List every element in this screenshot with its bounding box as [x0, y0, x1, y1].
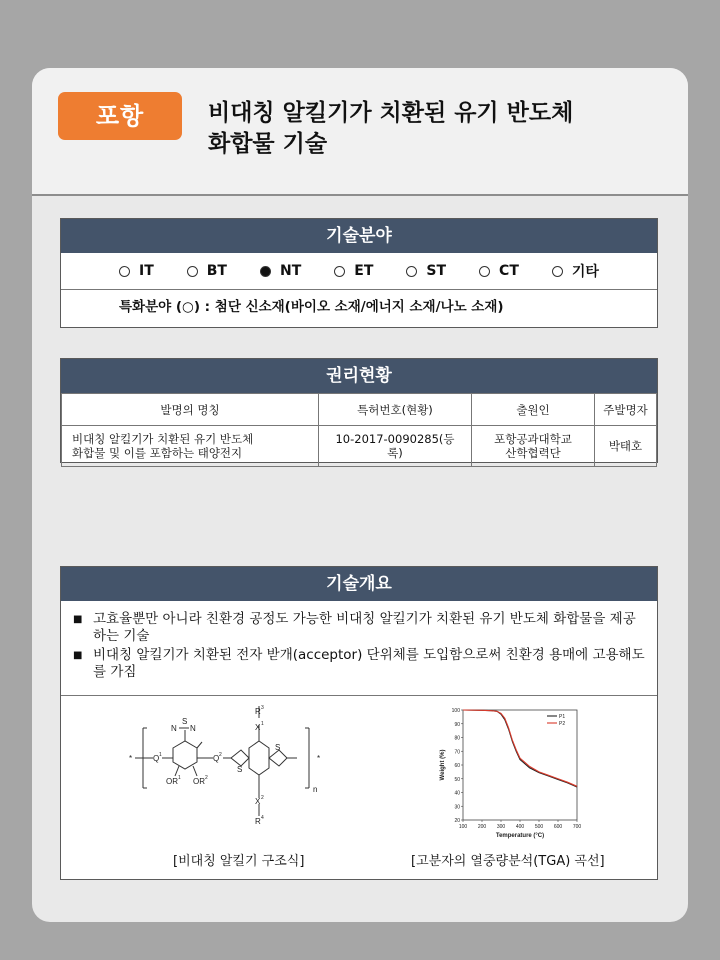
patent-number-line-1: 10-2017-0090285(등	[335, 432, 455, 446]
title-line-1: 비대칭 알킬기가 치환된 유기 반도체	[208, 100, 574, 126]
table-row	[62, 426, 657, 467]
tech-field-option[interactable]	[119, 263, 154, 279]
tech-field-option-label: IT	[139, 263, 154, 279]
y-tick-label: 90	[454, 721, 460, 728]
patent-number-cell	[319, 426, 472, 467]
bullet-marker: ■	[73, 650, 83, 661]
bullet-text: 고효율뿐만 아니라 친환경 공정도 가능한 비대칭 알킬기가 치환된 유기 반도체 화합물을 제공하는 기술	[93, 611, 636, 644]
applicant-cell	[472, 426, 595, 467]
overview-heading: 기술개요	[61, 567, 657, 601]
structure-label: n	[313, 785, 318, 794]
x-tick-label: 200	[477, 824, 487, 830]
structure-label: Q	[213, 754, 220, 763]
region-badge: 포항	[58, 92, 182, 140]
special-field: 특화분야 (○) : 첨단 신소재(바이오 소재/에너지 소재/나노 소재)	[119, 299, 504, 315]
structure-label: 3	[261, 705, 264, 711]
applicant-line-2: 산학협력단	[505, 446, 561, 460]
structure-label: *	[129, 754, 133, 763]
radio-icon[interactable]	[334, 266, 345, 277]
structure-label: *	[317, 754, 321, 763]
tech-field-option-label: 기타	[571, 264, 599, 280]
structure-label: 1	[261, 721, 264, 727]
y-tick-label: 100	[451, 708, 460, 714]
tech-field-heading: 기술분야	[61, 219, 657, 253]
tga-chart	[435, 700, 595, 850]
structure-diagram	[61, 700, 361, 850]
tech-field-option-label: ET	[354, 263, 374, 279]
radio-icon[interactable]	[406, 266, 417, 277]
structure-label: X	[255, 797, 261, 806]
overview-section	[60, 566, 658, 880]
structure-label: S	[237, 765, 243, 774]
tech-field-options	[61, 253, 657, 290]
y-tick-label: 40	[454, 790, 460, 797]
invention-name-line-2: 화합물 및 이를 포함하는 태양전지	[72, 446, 243, 460]
structure-label: 1	[178, 775, 181, 781]
y-tick-label: 20	[454, 818, 460, 824]
structure-caption: [비대칭 알킬기 구조식]	[173, 854, 305, 869]
y-axis-label: Weight (%)	[440, 749, 446, 781]
structure-label: S	[275, 743, 281, 752]
structure-label: Q	[153, 754, 160, 763]
tech-field-option-label: ST	[426, 263, 447, 279]
tech-field-option-label: CT	[499, 263, 519, 279]
tech-field-option[interactable]	[479, 263, 519, 279]
x-tick-label: 700	[572, 824, 582, 830]
x-tick-label: 400	[515, 824, 525, 830]
radio-icon[interactable]	[119, 266, 130, 277]
tech-field-option[interactable]	[552, 261, 599, 281]
structure-label: 2	[205, 775, 208, 781]
applicant-line-1: 포항공과대학교	[494, 432, 572, 446]
y-tick-label: 50	[454, 776, 460, 783]
tech-field-section	[60, 218, 658, 328]
col-invention-name: 발명의 명칭	[62, 394, 319, 426]
x-tick-label: 300	[496, 824, 506, 830]
tech-field-option-label: NT	[280, 263, 302, 279]
rights-heading: 권리현황	[61, 359, 657, 393]
structure-label: 2	[219, 752, 222, 758]
col-inventor: 주발명자	[595, 394, 657, 426]
structure-label: N	[190, 724, 196, 733]
tech-field-option[interactable]	[406, 263, 446, 279]
patent-number-line-2: 록)	[387, 446, 403, 460]
page-title	[208, 98, 648, 160]
structure-label: OR	[166, 777, 178, 786]
tech-field-option[interactable]	[187, 263, 227, 279]
tech-field-option[interactable]	[334, 263, 373, 279]
tga-caption: [고분자의 열중량분석(TGA) 곡선]	[411, 854, 605, 869]
tech-field-option[interactable]	[260, 263, 301, 279]
col-applicant: 출원인	[472, 394, 595, 426]
invention-name-cell	[62, 426, 319, 467]
structure-label: R	[255, 817, 261, 826]
bullet-marker: ■	[73, 614, 83, 625]
y-tick-label: 60	[454, 763, 460, 769]
title-line-2: 화합물 기술	[208, 131, 328, 157]
list-item	[69, 611, 645, 645]
structure-label: R	[255, 707, 261, 716]
x-axis-label: Temperature (°C)	[495, 833, 545, 839]
structure-label: 2	[261, 795, 264, 801]
y-tick-label: 30	[454, 804, 460, 811]
rights-table	[61, 393, 657, 467]
info-card	[32, 68, 688, 922]
legend-label: P2	[559, 721, 566, 727]
overview-bullets	[61, 601, 657, 696]
list-item	[69, 647, 645, 681]
inventor-cell: 박태호	[595, 426, 657, 467]
figures	[61, 696, 657, 879]
structure-label: N	[171, 724, 177, 733]
col-patent-number: 특허번호(현황)	[319, 394, 472, 426]
structure-label: OR	[193, 777, 205, 786]
radio-icon[interactable]	[552, 266, 563, 277]
invention-name-line-1: 비대칭 알킬기가 치환된 유기 반도체	[72, 432, 254, 446]
structure-label: 1	[159, 752, 162, 758]
radio-icon[interactable]	[479, 266, 490, 277]
structure-label: 4	[261, 815, 264, 821]
radio-icon[interactable]	[187, 266, 198, 277]
bullet-text: 비대칭 알킬기가 치환된 전자 받개(acceptor) 단위체를 도입함으로써 친환경 용매에 고용해도를 가짐	[93, 647, 645, 680]
x-tick-label: 500	[534, 824, 544, 830]
legend-label: P1	[559, 714, 566, 720]
x-tick-label: 600	[553, 824, 563, 830]
y-tick-label: 80	[454, 735, 460, 742]
header	[32, 68, 688, 196]
y-tick-label: 70	[454, 749, 460, 756]
structure-label: S	[182, 717, 188, 726]
x-tick-label: 100	[458, 824, 468, 830]
radio-icon[interactable]	[260, 266, 271, 277]
tech-field-option-label: BT	[206, 263, 227, 279]
rights-section	[60, 358, 658, 463]
structure-label: X	[255, 723, 261, 732]
table-header-row	[62, 394, 657, 426]
